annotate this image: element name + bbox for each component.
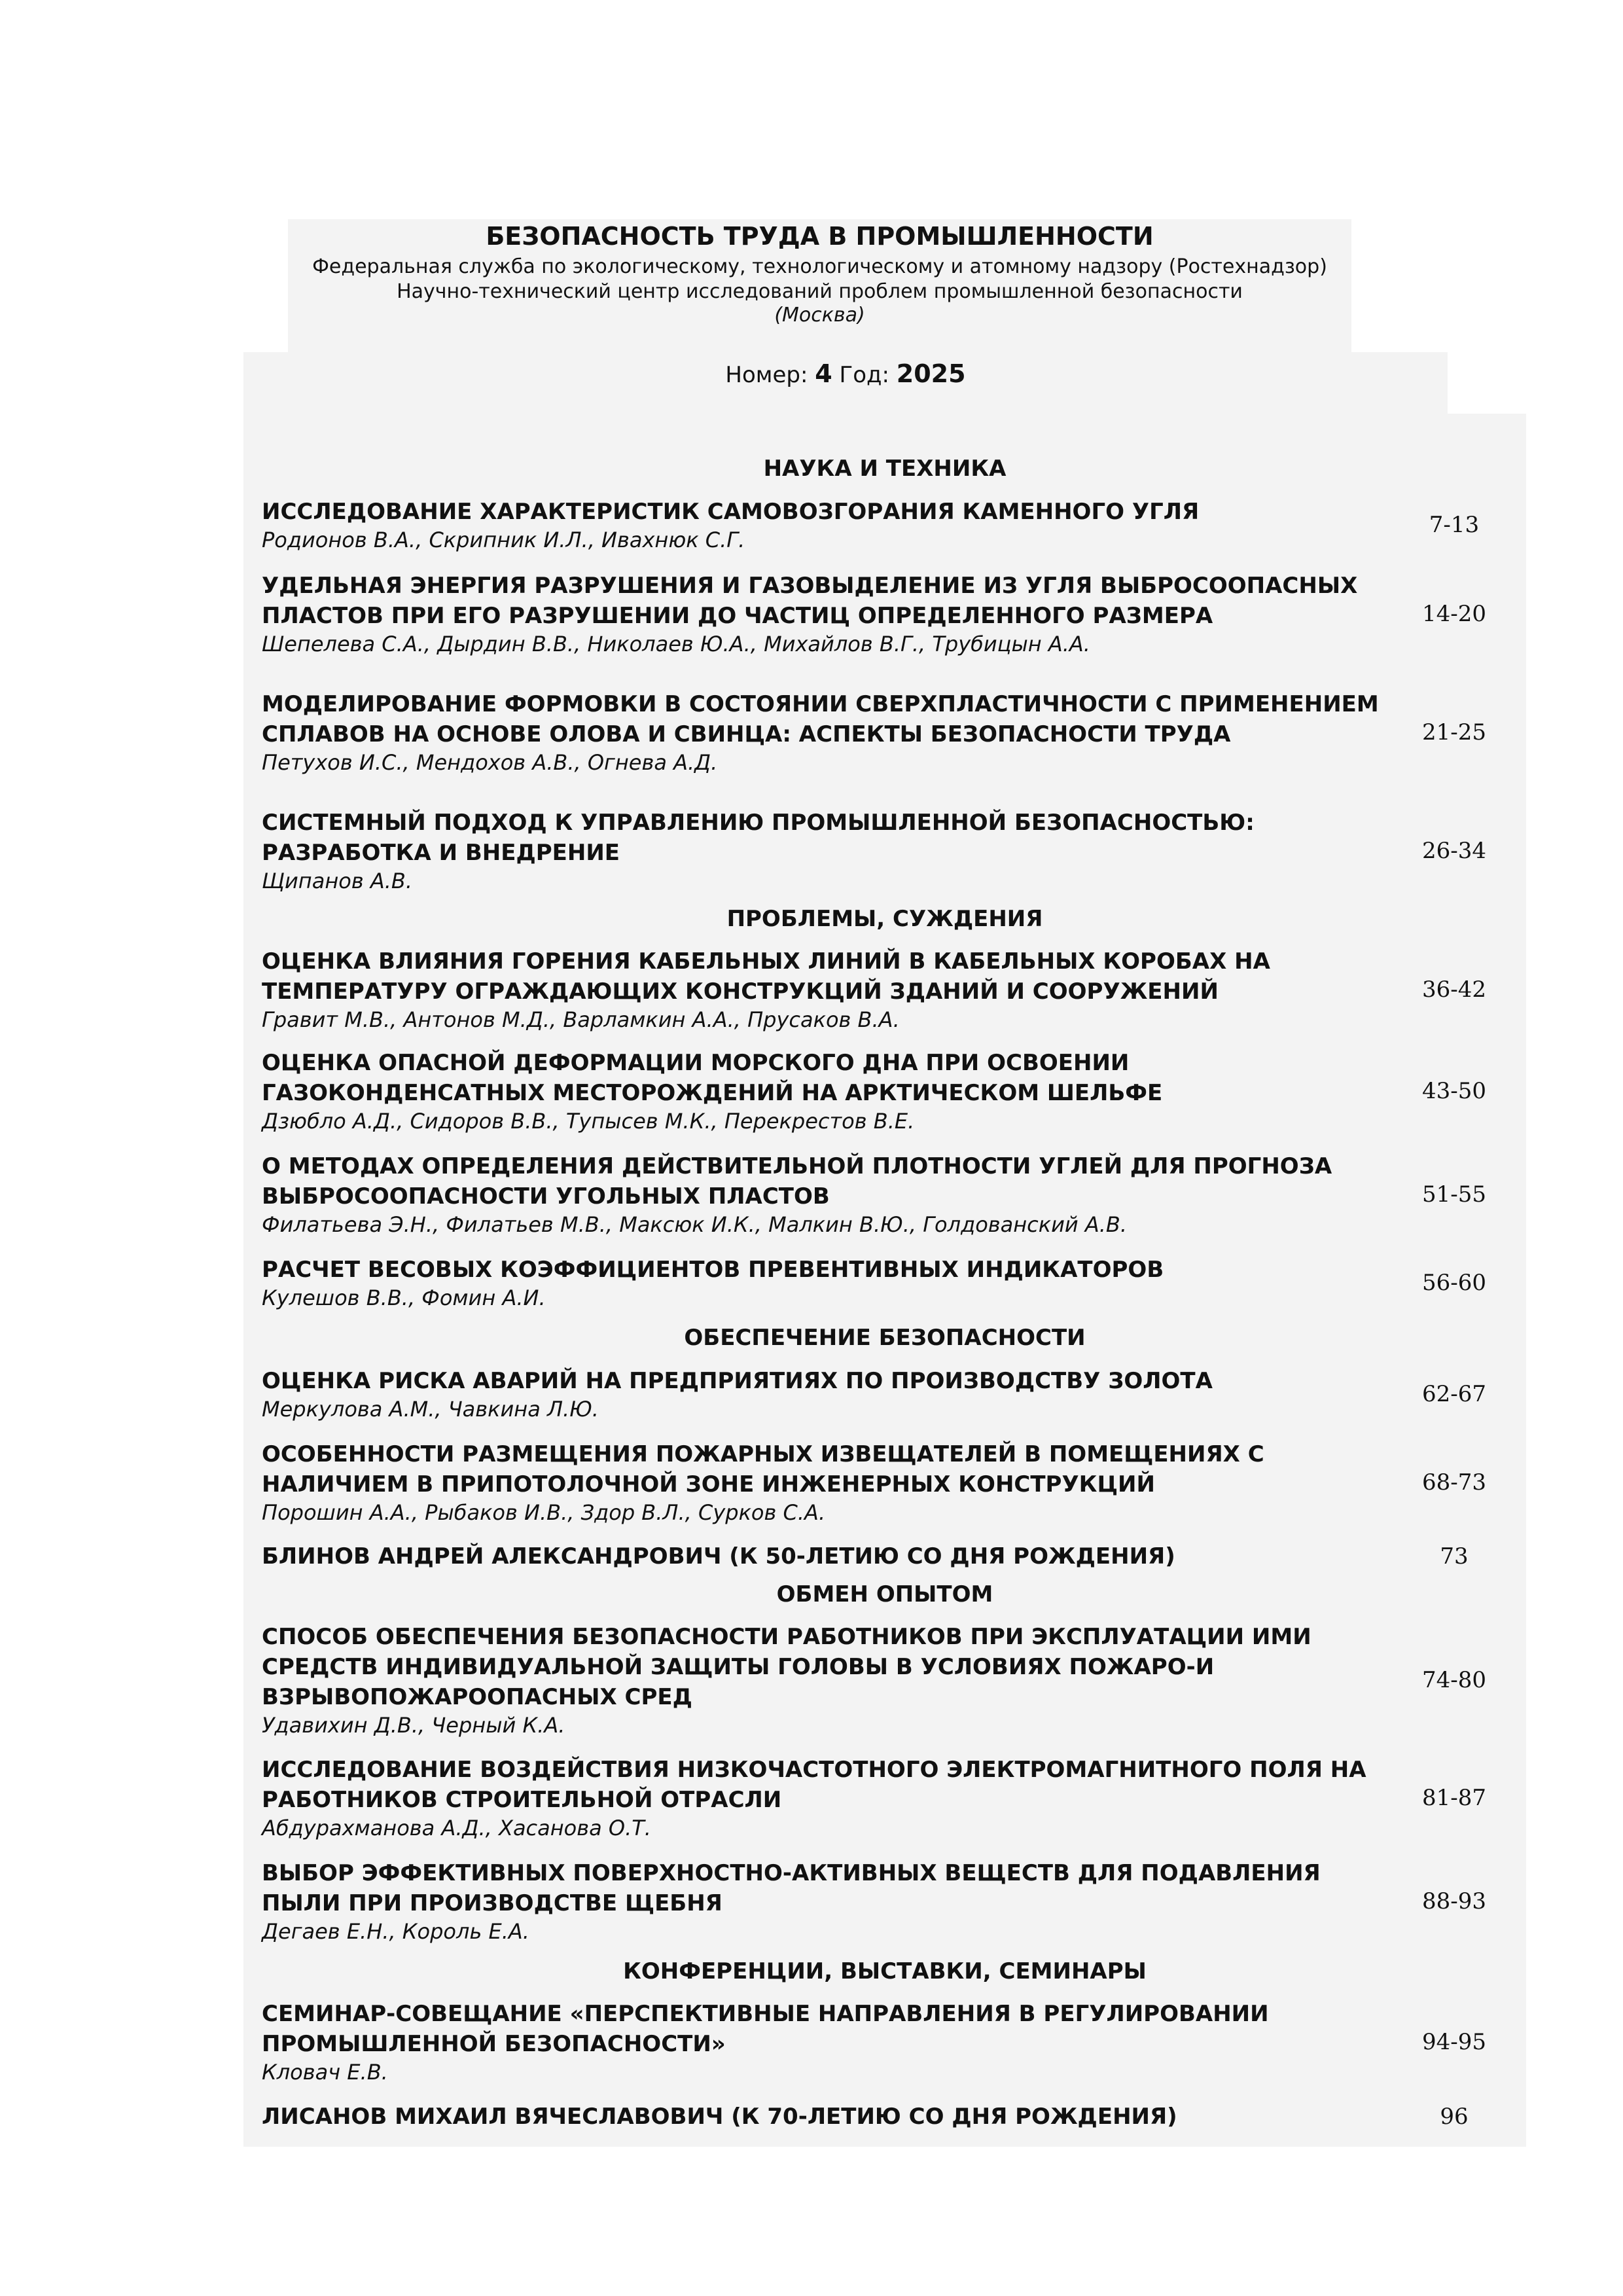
page-range: 56-60	[1421, 1270, 1486, 1296]
section-heading: НАУКА И ТЕХНИКА	[763, 456, 1007, 482]
city-line: (Москва)	[774, 304, 865, 327]
table-of-contents	[243, 414, 1526, 2147]
article-title[interactable]: ОСОБЕННОСТИ РАЗМЕЩЕНИЯ ПОЖАРНЫХ ИЗВЕЩАТЕЛЕЙ В ПОМЕЩЕНИЯХ С НАЛИЧИЕМ В ПРИПОТОЛОЧНОЙ ЗОНЕ ИНЖЕНЕРНЫХ КОНСТРУКЦИЙ	[262, 1441, 1264, 1498]
page-range: 62-67	[1421, 1381, 1486, 1407]
toc-entry[interactable]	[243, 1435, 1526, 1530]
entry-text	[243, 1366, 1382, 1422]
toc-entry[interactable]	[243, 1250, 1526, 1316]
page-range: 74-80	[1421, 1667, 1486, 1693]
toc-entry[interactable]	[243, 803, 1526, 898]
article-authors: Петухов И.С., Мендохов А.В., Огнева А.Д.	[262, 750, 718, 775]
article-title[interactable]: ОЦЕНКА РИСКА АВАРИЙ НА ПРЕДПРИЯТИЯХ ПО ПРОИЗВОДСТВУ ЗОЛОТА	[262, 1368, 1213, 1394]
article-title[interactable]: ОЦЕНКА ОПАСНОЙ ДЕФОРМАЦИИ МОРСКОГО ДНА ПРИ ОСВОЕНИИ ГАЗОКОНДЕНСАТНЫХ МЕСТОРОЖДЕНИЙ НА АРКТИЧЕСКОМ ШЕЛЬФЕ	[262, 1049, 1163, 1106]
page-range: 96	[1440, 2104, 1469, 2130]
entry-text	[243, 1048, 1382, 1134]
article-title[interactable]: БЛИНОВ АНДРЕЙ АЛЕКСАНДРОВИЧ (К 50-ЛЕТИЮ СО ДНЯ РОЖДЕНИЯ)	[262, 1543, 1175, 1570]
article-title[interactable]: ИССЛЕДОВАНИЕ ХАРАКТЕРИСТИК САМОВОЗГОРАНИЯ КАМЕННОГО УГЛЯ	[262, 499, 1200, 525]
entry-text	[243, 1255, 1382, 1311]
page-range: 68-73	[1421, 1469, 1486, 1496]
entry-text	[243, 1151, 1382, 1238]
entry-text	[243, 946, 1382, 1033]
page-range: 94-95	[1421, 2028, 1486, 2055]
article-authors: Удавихин Д.В., Черный К.А.	[262, 1713, 565, 1738]
article-title[interactable]: СЕМИНАР-СОВЕЩАНИЕ «ПЕРСПЕКТИВНЫЕ НАПРАВЛЕНИЯ В РЕГУЛИРОВАНИИ ПРОМЫШЛЕННОЙ БЕЗОПАСНОСТИ»	[262, 2000, 1269, 2057]
section-heading: ОБЕСПЕЧЕНИЕ БЕЗОПАСНОСТИ	[684, 1325, 1086, 1351]
entry-text	[243, 2102, 1382, 2132]
article-authors: Порошин А.А., Рыбаков И.В., Здор В.Л., Сурков С.А.	[262, 1499, 826, 1525]
article-authors: Шепелева С.А., Дырдин В.В., Николаев Ю.А., Михайлов В.Г., Трубицын А.А.	[262, 631, 1090, 656]
article-authors: Щипанов А.В.	[262, 868, 413, 893]
page-range: 81-87	[1421, 1784, 1486, 1811]
institution-line: Научно-технический центр исследований проблем промышленной безопасности	[397, 280, 1243, 303]
toc-entry[interactable]	[243, 1994, 1526, 2089]
page-range: 43-50	[1421, 1077, 1486, 1104]
entry-text	[243, 1999, 1382, 2085]
page-range: 7-13	[1429, 512, 1480, 538]
toc-entry[interactable]	[243, 492, 1526, 558]
year-label: Год:	[839, 362, 889, 388]
publisher-line: Федеральная служба по экологическому, технологическому и атомному надзору (Ростехнадзор)	[312, 255, 1327, 278]
toc-entry[interactable]	[243, 1361, 1526, 1427]
article-authors: Меркулова А.М., Чавкина Л.Ю.	[262, 1397, 599, 1422]
toc-entry[interactable]	[243, 670, 1526, 795]
toc-entry[interactable]	[243, 1147, 1526, 1242]
article-authors: Родионов В.А., Скрипник И.Л., Ивахнюк С.Г.	[262, 528, 745, 552]
entry-text	[243, 808, 1382, 894]
entry-text	[243, 497, 1382, 553]
entry-text	[243, 1858, 1382, 1945]
issue-number: 4	[815, 359, 832, 388]
article-authors: Абдурахманова А.Д., Хасанова О.Т.	[262, 1815, 651, 1840]
entry-text	[243, 1755, 1382, 1841]
toc-entry[interactable]	[243, 1043, 1526, 1138]
article-authors: Дегаев Е.Н., Король Е.А.	[262, 1918, 529, 1944]
page-range: 51-55	[1421, 1181, 1486, 1208]
toc-entry[interactable]	[243, 1618, 1526, 1742]
toc-entry[interactable]	[243, 1538, 1526, 1575]
article-title[interactable]: РАСЧЕТ ВЕСОВЫХ КОЭФФИЦИЕНТОВ ПРЕВЕНТИВНЫХ ИНДИКАТОРОВ	[262, 1257, 1164, 1283]
article-title[interactable]: УДЕЛЬНАЯ ЭНЕРГИЯ РАЗРУШЕНИЯ И ГАЗОВЫДЕЛЕНИЕ ИЗ УГЛЯ ВЫБРОСООПАСНЫХ ПЛАСТОВ ПРИ ЕГО РАЗРУШЕНИИ ДО ЧАСТИЦ ОПРЕДЕЛЕННОГО РАЗМЕРА	[262, 572, 1358, 629]
section-heading: ОБМЕН ОПЫТОМ	[776, 1581, 993, 1607]
article-title[interactable]: ОЦЕНКА ВЛИЯНИЯ ГОРЕНИЯ КАБЕЛЬНЫХ ЛИНИЙ В КАБЕЛЬНЫХ КОРОБАХ НА ТЕМПЕРАТУРУ ОГРАЖДАЮЩИХ КОНСТРУКЦИЙ ЗДАНИЙ И СООРУЖЕНИЙ	[262, 948, 1270, 1005]
page-range: 14-20	[1421, 600, 1486, 627]
entry-text	[243, 1622, 1382, 1738]
number-label: Номер:	[725, 362, 808, 388]
article-title[interactable]: МОДЕЛИРОВАНИЕ ФОРМОВКИ В СОСТОЯНИИ СВЕРХПЛАСТИЧНОСТИ С ПРИМЕНЕНИЕМ СПЛАВОВ НА ОСНОВЕ ОЛОВА И СВИНЦА: АСПЕКТЫ БЕЗОПАСНОСТИ ТРУДА	[262, 691, 1379, 747]
article-title[interactable]: СИСТЕМНЫЙ ПОДХОД К УПРАВЛЕНИЮ ПРОМЫШЛЕННОЙ БЕЗОПАСНОСТЬЮ: РАЗРАБОТКА И ВНЕДРЕНИЕ	[262, 809, 1255, 866]
page-range: 36-42	[1421, 977, 1486, 1003]
page-range: 26-34	[1421, 837, 1486, 864]
entry-text	[243, 1541, 1382, 1571]
issue-line	[243, 357, 1448, 391]
article-authors: Гравит М.В., Антонов М.Д., Варламкин А.А., Прусаков В.А.	[262, 1007, 900, 1032]
article-title[interactable]: О МЕТОДАХ ОПРЕДЕЛЕНИЯ ДЕЙСТВИТЕЛЬНОЙ ПЛОТНОСТИ УГЛЕЙ ДЛЯ ПРОГНОЗА ВЫБРОСООПАСНОСТИ УГОЛЬНЫХ ПЛАСТОВ	[262, 1153, 1332, 1210]
journal-title: БЕЗОПАСНОСТЬ ТРУДА В ПРОМЫШЛЕННОСТИ	[486, 222, 1154, 251]
toc-entry[interactable]	[243, 944, 1526, 1035]
article-title[interactable]: ЛИСАНОВ МИХАИЛ ВЯЧЕСЛАВОВИЧ (К 70-ЛЕТИЮ СО ДНЯ РОЖДЕНИЯ)	[262, 2104, 1177, 2130]
page-range: 21-25	[1421, 719, 1486, 745]
article-title[interactable]: СПОСОБ ОБЕСПЕЧЕНИЯ БЕЗОПАСНОСТИ РАБОТНИКОВ ПРИ ЭКСПЛУАТАЦИИ ИМИ СРЕДСТВ ИНДИВИДУАЛЬНОЙ ЗАЩИТЫ ГОЛОВЫ В УСЛОВИЯХ ПОЖАРО-И ВЗРЫВОПОЖАРООПАСНЫХ СРЕД	[262, 1624, 1311, 1710]
article-authors: Дзюбло А.Д., Сидоров В.В., Тупысев М.К., Перекрестов В.Е.	[262, 1108, 915, 1134]
article-authors: Филатьева Э.Н., Филатьев М.В., Максюк И.К., Малкин В.Ю., Голдованский А.В.	[262, 1211, 1128, 1237]
toc-entry[interactable]	[243, 1854, 1526, 1948]
article-title[interactable]: ИССЛЕДОВАНИЕ ВОЗДЕЙСТВИЯ НИЗКОЧАСТОТНОГО ЭЛЕКТРОМАГНИТНОГО ПОЛЯ НА РАБОТНИКОВ СТРОИТЕЛЬНОЙ ОТРАСЛИ	[262, 1756, 1366, 1813]
article-title[interactable]: ВЫБОР ЭФФЕКТИВНЫХ ПОВЕРХНОСТНО-АКТИВНЫХ ВЕЩЕСТВ ДЛЯ ПОДАВЛЕНИЯ ПЫЛИ ПРИ ПРОИЗВОДСТВЕ ЩЕБНЯ	[262, 1859, 1321, 1916]
toc-entry[interactable]	[243, 566, 1526, 661]
section-heading: КОНФЕРЕНЦИИ, ВЫСТАВКИ, СЕМИНАРЫ	[623, 1958, 1147, 1984]
issue-year: 2025	[896, 359, 966, 388]
toc-entry[interactable]	[243, 2098, 1526, 2135]
section-heading: ПРОБЛЕМЫ, СУЖДЕНИЯ	[726, 906, 1043, 932]
article-authors: Кулешов В.В., Фомин А.И.	[262, 1285, 546, 1310]
page-range: 88-93	[1421, 1888, 1486, 1914]
page-range: 73	[1440, 1543, 1469, 1570]
entry-text	[243, 571, 1382, 657]
toc-entry[interactable]	[243, 1750, 1526, 1845]
article-authors: Кловач Е.В.	[262, 2059, 388, 2085]
entry-text	[243, 689, 1382, 776]
entry-text	[243, 1439, 1382, 1526]
